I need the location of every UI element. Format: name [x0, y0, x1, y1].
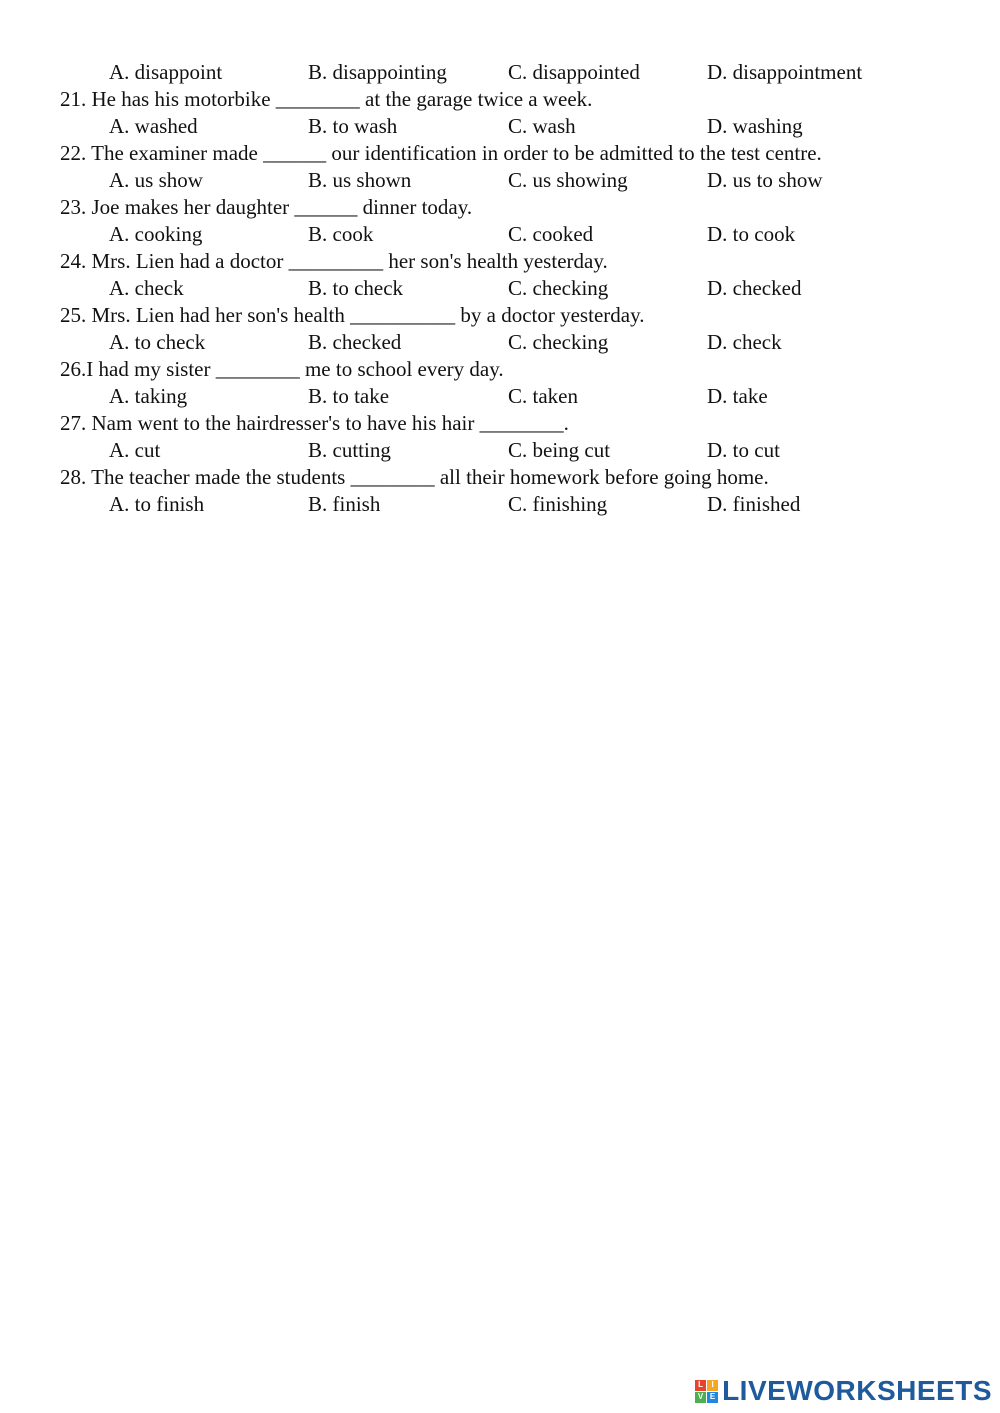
option-d: D. to cut	[707, 438, 780, 462]
option-c: C. us showing	[508, 168, 628, 192]
option-a: A. cooking	[109, 222, 203, 246]
question-21-options	[0, 113, 1000, 140]
worksheet	[0, 59, 1000, 518]
option-c: C. checking	[508, 330, 609, 354]
option-b: B. us shown	[308, 168, 412, 192]
option-a: A. to check	[109, 330, 206, 354]
option-a: A. washed	[109, 114, 198, 138]
question-21: 21. He has his motorbike ________ at the garage twice a week.	[60, 87, 593, 111]
option-c: C. being cut	[508, 438, 611, 462]
option-b: B. cook	[308, 222, 374, 246]
logo-square: I	[707, 1380, 718, 1391]
lead-options-row	[0, 59, 1000, 86]
option-a: A. check	[109, 276, 184, 300]
question-24-options	[0, 275, 1000, 302]
option-d: D. washing	[707, 114, 803, 138]
option-a: A. taking	[109, 384, 188, 408]
option-d: D. check	[707, 330, 782, 354]
logo-square: V	[695, 1392, 706, 1403]
option-c: C. checking	[508, 276, 609, 300]
option-d: D. take	[707, 384, 768, 408]
question-25: 25. Mrs. Lien had her son's health __________ by a doctor yesterday.	[60, 303, 645, 327]
option-d: D. checked	[707, 276, 802, 300]
question-27: 27. Nam went to the hairdresser's to have his hair ________.	[60, 411, 569, 435]
question-25-options	[0, 329, 1000, 356]
option-a: A. to finish	[109, 492, 205, 516]
option-b: B. to take	[308, 384, 390, 408]
lead-option-a: A. disappoint	[109, 60, 223, 84]
option-b: B. checked	[308, 330, 402, 354]
question-28-options	[0, 491, 1000, 518]
question-23: 23. Joe makes her daughter ______ dinner today.	[60, 195, 473, 219]
lead-option-b: B. disappointing	[308, 60, 447, 84]
lead-option-c: C. disappointed	[508, 60, 640, 84]
question-26: 26.I had my sister ________ me to school every day.	[60, 357, 504, 381]
option-a: A. us show	[109, 168, 203, 192]
question-23-options	[0, 221, 1000, 248]
logo-square: L	[695, 1380, 706, 1391]
brand-name: LIVEWORKSHEETS	[722, 1375, 992, 1406]
option-d: D. us to show	[707, 168, 823, 192]
option-b: B. to wash	[308, 114, 398, 138]
question-24: 24. Mrs. Lien had a doctor _________ her son's health yesterday.	[60, 249, 608, 273]
question-22-options	[0, 167, 1000, 194]
option-b: B. finish	[308, 492, 381, 516]
question-22: 22. The examiner made ______ our identification in order to be admitted to the test centre.	[60, 141, 822, 165]
liveworksheets-logo-icon	[695, 1380, 718, 1403]
option-d: D. finished	[707, 492, 801, 516]
option-a: A. cut	[109, 438, 161, 462]
option-c: C. wash	[508, 114, 576, 138]
option-b: B. cutting	[308, 438, 391, 462]
question-26-options	[0, 383, 1000, 410]
option-c: C. taken	[508, 384, 578, 408]
lead-option-d: D. disappointment	[707, 60, 863, 84]
option-b: B. to check	[308, 276, 404, 300]
liveworksheets-brand	[695, 1377, 992, 1405]
option-c: C. cooked	[508, 222, 594, 246]
question-28: 28. The teacher made the students ________ all their homework before going home.	[60, 465, 769, 489]
question-27-options	[0, 437, 1000, 464]
logo-square: E	[707, 1392, 718, 1403]
option-d: D. to cook	[707, 222, 796, 246]
option-c: C. finishing	[508, 492, 608, 516]
